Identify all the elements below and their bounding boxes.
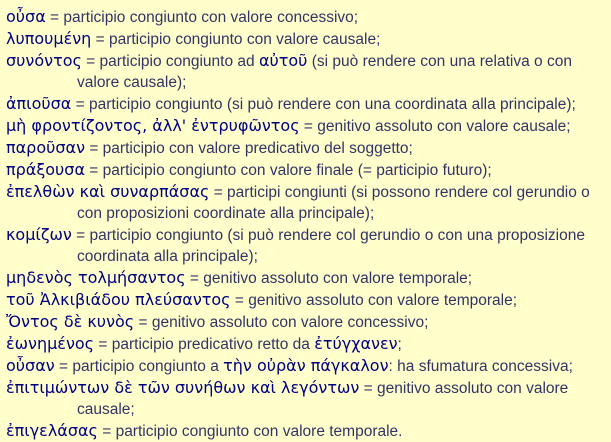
greek-term: οὖσαν <box>6 356 55 375</box>
italian-explanation: = participio congiunto con valore temporale. <box>97 423 403 440</box>
italian-explanation: (si può rendere con una relativa o con valore causale); <box>77 53 572 91</box>
italian-explanation: : ha sfumatura concessiva; <box>388 358 573 375</box>
greek-term: ἐπιτιμώντων δὲ τῶν συνήθων καὶ λεγόντων <box>6 378 360 397</box>
italian-explanation: = genitivo assoluto con valore concessivo; <box>134 314 429 331</box>
greek-term: οὖσα <box>6 7 46 26</box>
glossary-entry <box>3 377 607 420</box>
greek-term: μηδενὸς τολμήσαντος <box>6 268 186 287</box>
glossary-entry <box>3 355 607 377</box>
greek-term: ἀπιοῦσα <box>6 94 72 113</box>
greek-term: ἐπελθὼν καὶ συναρπάσας <box>6 182 210 201</box>
glossary-entry <box>3 181 607 224</box>
glossary-entry <box>3 93 607 115</box>
greek-term: τὴν οὐρὰν πάγκαλον <box>223 356 389 375</box>
italian-explanation: = participi congiunti (si possono rendere col gerundio o con proposizioni coordinate alla principale); <box>77 184 590 222</box>
italian-explanation: = participio congiunto con valore concessivo; <box>45 9 359 26</box>
greek-term: πράξουσα <box>6 160 85 179</box>
greek-term: τοῦ Ἀλκιβιάδου πλεύσαντος <box>6 290 231 309</box>
greek-term: αὐτοῦ <box>258 51 308 70</box>
glossary-entry <box>3 28 607 50</box>
greek-term: λυπουμένη <box>6 29 92 48</box>
greek-term: ἐπιγελάσας <box>6 421 98 440</box>
glossary-entry <box>3 137 607 159</box>
greek-term: ἐωνημένος <box>6 334 95 353</box>
glossary-entry <box>3 333 607 355</box>
italian-explanation: = participio congiunto (si può rendere con una coordinata alla principale); <box>71 96 576 113</box>
italian-explanation: = genitivo assoluto con valore causale; <box>77 380 569 418</box>
italian-explanation: = genitivo assoluto con valore temporale; <box>230 292 518 309</box>
glossary-entry <box>3 159 607 181</box>
greek-term: Ὄντος δὲ κυνὸς <box>6 312 135 331</box>
italian-explanation: = participio con valore predicativo del soggetto; <box>85 140 413 157</box>
greek-term: συνόντος <box>6 51 82 70</box>
glossary-entry <box>3 6 607 28</box>
greek-term: κομίζων <box>6 225 72 244</box>
glossary-entry <box>3 115 607 137</box>
italian-explanation: = participio predicativo retto da <box>94 336 315 353</box>
italian-explanation: = genitivo assoluto con valore causale; <box>299 118 571 135</box>
glossary-entry <box>3 289 607 311</box>
glossary-entry <box>3 311 607 333</box>
italian-explanation: = participio congiunto a <box>54 358 224 375</box>
greek-term: παροῦσαν <box>6 138 86 157</box>
glossary-entry <box>3 420 607 442</box>
glossary-entry <box>3 50 607 93</box>
italian-explanation: = participio congiunto (si può rendere col gerundio o con una proposizione coordinata alla principale); <box>71 227 585 265</box>
italian-explanation: = participio congiunto ad <box>81 53 259 70</box>
greek-term: ἐτύγχανεν <box>314 334 398 353</box>
glossary-entry <box>3 267 607 289</box>
italian-explanation: ; <box>397 336 402 353</box>
italian-explanation: = participio congiunto con valore causale; <box>91 31 381 48</box>
glossary-entry <box>3 224 607 267</box>
italian-explanation: = genitivo assoluto con valore temporale; <box>185 270 473 287</box>
greek-term: μὴ φροντίζοντος, ἀλλ' ἐντρυφῶντος <box>6 116 300 135</box>
entry-list <box>3 6 607 442</box>
italian-explanation: = participio congiunto con valore finale (= participio futuro); <box>85 162 492 179</box>
